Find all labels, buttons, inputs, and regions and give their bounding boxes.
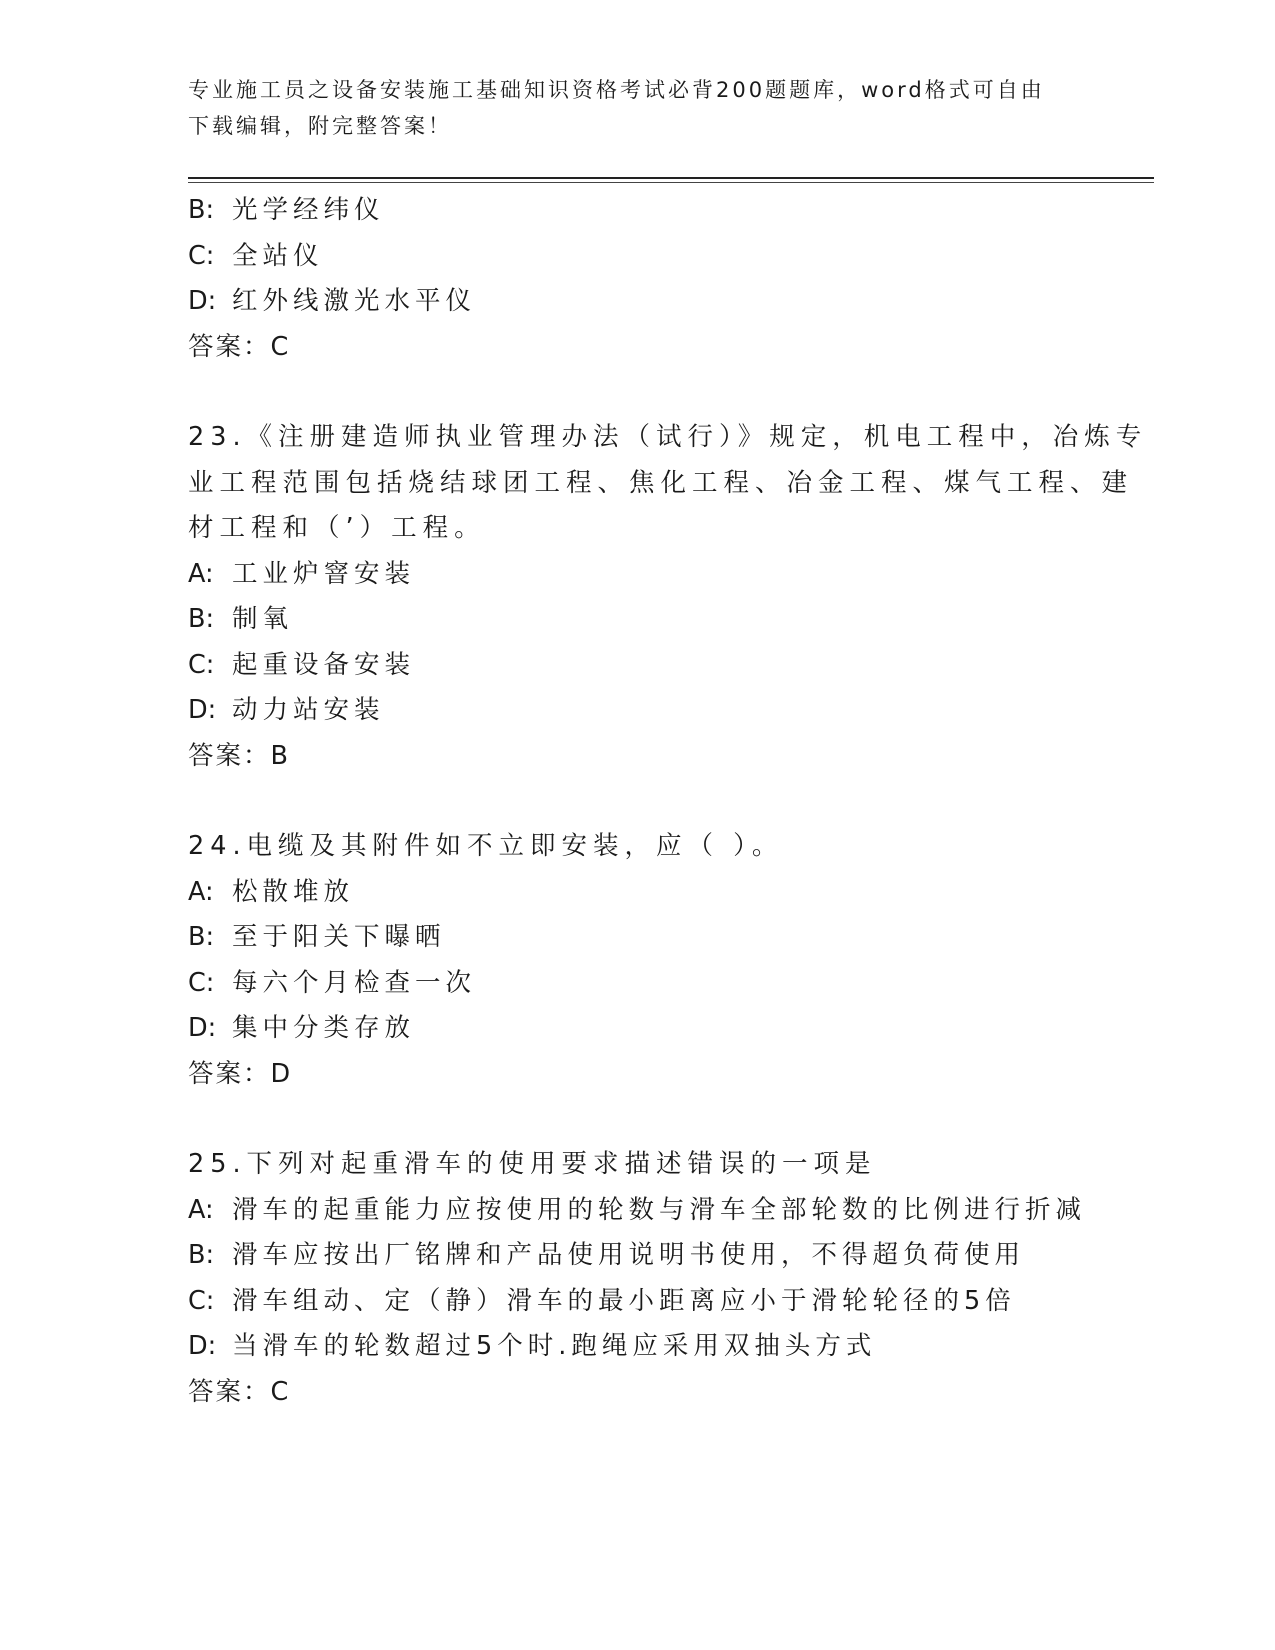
option-row [188, 961, 1138, 1007]
answer-row [188, 734, 1138, 780]
option-row [188, 1188, 1138, 1234]
header-divider-thick [188, 177, 1154, 179]
option-row [188, 188, 1138, 234]
stem-line: 25.下列对起重滑车的使用要求描述错误的一项是 [188, 1149, 877, 1179]
option-letter: B: [188, 195, 215, 225]
answer-row [188, 325, 1138, 371]
option-text: 起重设备安装 [232, 649, 416, 680]
header-line-1: 专业施工员之设备安装施工基础知识资格考试必背200题题库，word格式可自由 [188, 78, 1045, 102]
answer-row [188, 1052, 1138, 1098]
option-row [188, 915, 1138, 961]
option-text: 当滑车的轮数超过5个时.跑绳应采用双抽头方式 [232, 1331, 877, 1361]
question-stem [188, 415, 1148, 552]
option-text: 滑车组动、定（静）滑车的最小距离应小于滑轮轮径的5倍 [232, 1285, 1016, 1316]
option-row [188, 597, 1138, 643]
option-row [188, 1006, 1138, 1052]
question-block-23 [188, 415, 1148, 779]
document-body [188, 188, 1148, 1415]
option-text: 松散堆放 [232, 876, 355, 907]
question-block-25 [188, 1142, 1138, 1415]
question-block-24 [188, 824, 1138, 1097]
option-letter: A: [188, 558, 214, 589]
option-row [188, 688, 1138, 734]
stem-line: 23.《注册建造师执业管理办法（试行）》规定，机电工程中，冶炼专 [188, 422, 1148, 452]
option-text: 工业炉窨安装 [232, 558, 416, 589]
option-letter: D: [188, 1013, 217, 1043]
option-row [188, 870, 1138, 916]
prev-question-block [188, 188, 1138, 370]
option-row [188, 1324, 1138, 1370]
stem-line: 业工程范围包括烧结球团工程、焦化工程、冶金工程、煤气工程、建 [188, 467, 1134, 498]
option-text: 至于阳关下曝晒 [232, 922, 446, 952]
option-letter: D: [188, 695, 217, 725]
option-row [188, 279, 1138, 325]
document-header [188, 72, 1068, 144]
option-text: 光学经纬仪 [232, 195, 385, 225]
option-text: 滑车的起重能力应按使用的轮数与滑车全部轮数的比例进行折减 [232, 1194, 1087, 1225]
option-text: 滑车应按出厂铭牌和产品使用说明书使用，不得超负荷使用 [232, 1240, 1026, 1270]
option-letter: B: [188, 1240, 215, 1270]
question-stem [188, 1142, 1138, 1188]
option-text: 集中分类存放 [232, 1013, 416, 1043]
option-letter: A: [188, 876, 214, 907]
option-row [188, 643, 1138, 689]
answer-value: C [270, 331, 289, 362]
answer-label: 答案： [188, 331, 271, 362]
option-row [188, 1279, 1138, 1325]
question-stem [188, 824, 1138, 870]
header-divider-thin [188, 182, 1154, 183]
option-letter: B: [188, 922, 215, 952]
stem-line: 材工程和（’）工程。 [188, 513, 486, 543]
option-text: 制氧 [232, 604, 294, 634]
option-letter: C: [188, 967, 215, 998]
option-letter: D: [188, 286, 217, 316]
header-line-2: 下载编辑，附完整答案！ [188, 114, 452, 138]
option-letter: C: [188, 1285, 215, 1316]
option-text: 红外线激光水平仪 [232, 286, 477, 316]
option-row [188, 552, 1138, 598]
option-row [188, 234, 1138, 280]
option-text: 全站仪 [232, 240, 324, 271]
answer-value: D [270, 1058, 291, 1089]
answer-row [188, 1370, 1138, 1416]
option-letter: D: [188, 1331, 217, 1361]
answer-value: B [270, 740, 289, 771]
stem-line: 24.电缆及其附件如不立即安装，应（ ）。 [188, 831, 784, 861]
option-letter: A: [188, 1194, 214, 1225]
answer-value: C [270, 1376, 289, 1407]
option-letter: C: [188, 240, 215, 271]
answer-label: 答案： [188, 740, 271, 771]
option-letter: C: [188, 649, 215, 680]
option-letter: B: [188, 604, 215, 634]
option-text: 每六个月检查一次 [232, 967, 477, 998]
answer-label: 答案： [188, 1376, 271, 1407]
answer-label: 答案： [188, 1058, 271, 1089]
option-row [188, 1233, 1138, 1279]
option-text: 动力站安装 [232, 695, 385, 725]
